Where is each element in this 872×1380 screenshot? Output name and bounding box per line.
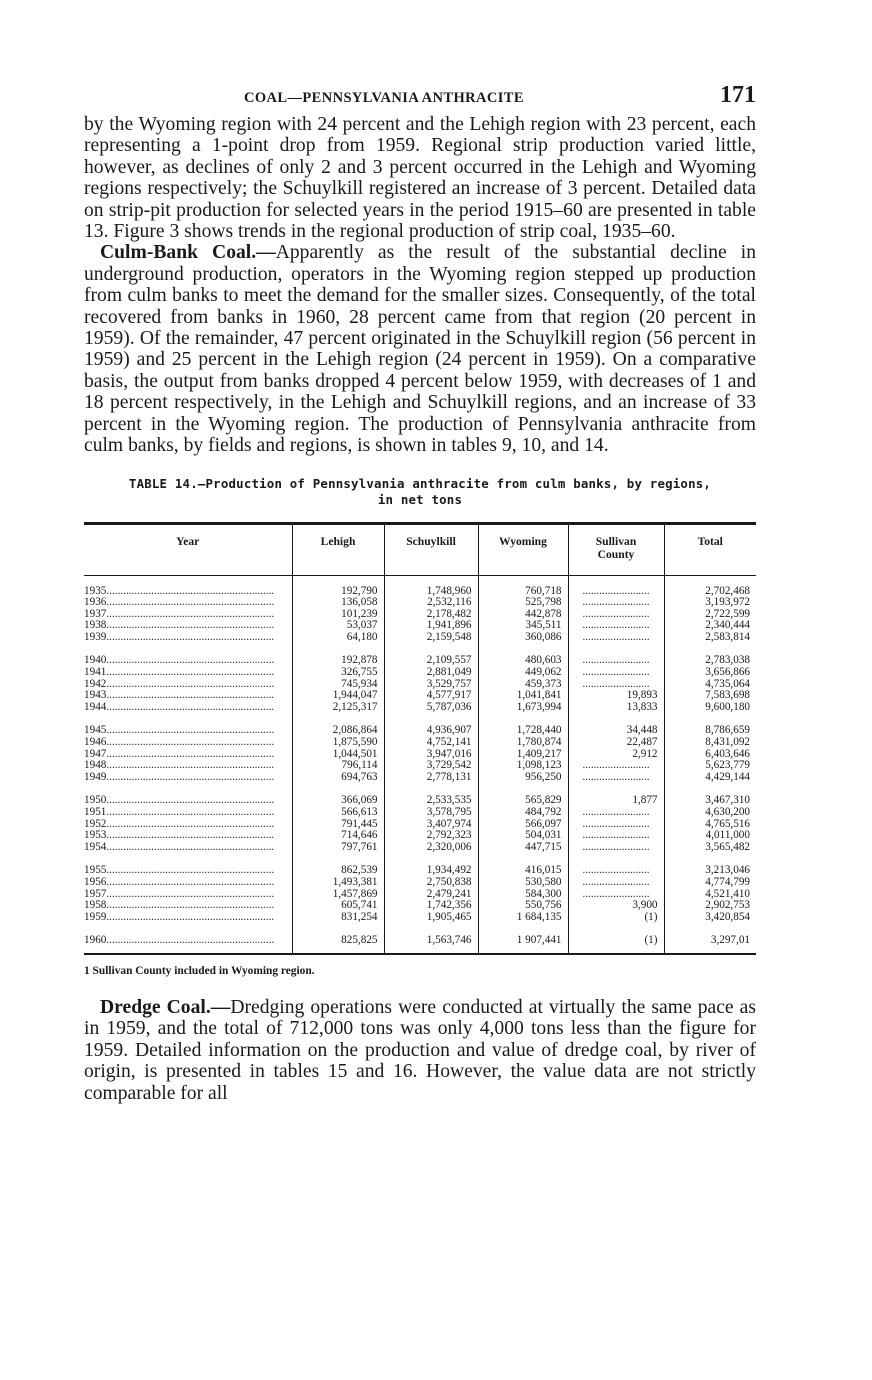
year-cell <box>84 667 292 679</box>
schuylkill-cell: 3,947,016 <box>384 749 478 761</box>
schuylkill-cell: 2,533,535 <box>384 785 478 807</box>
schuylkill-cell: 3,529,757 <box>384 679 478 691</box>
culm-bank-text: Apparently as the result of the substantial decline in underground production, operators in the Wyoming region stepped up production from culm banks to meet the demand for the smaller sizes. Consequently, of the total recovered from banks in 1960, 28 percent came from that region (20 percent in 1959). Of the remainder, 47 percent originated in the Schuylkill region (56 percent in 1959) and 25 percent in the Lehigh region (24 percent in 1959). On a comparative basis, the output from banks dropped 4 percent below 1959, with decreases of 1 and 18 percent respectively, in the Lehigh and Schuylkill regions, and an increase of 33 percent in the Wyoming region. The production of Pennsylvania anthracite from culm banks, by fields and regions, is shown in tables 9, 10, and 14. <box>84 242 756 457</box>
year-label: 1952 <box>84 818 107 830</box>
sullivan-county-cell <box>568 632 664 646</box>
schuylkill-cell: 4,936,907 <box>384 715 478 737</box>
year-label: 1947 <box>84 748 107 760</box>
table-row-group <box>84 855 756 925</box>
year-label: 1939 <box>84 631 107 643</box>
dot-leader: ............................................................ <box>106 725 275 737</box>
dot-leader: ........................ <box>582 667 650 679</box>
dot-leader: ........................ <box>582 608 650 620</box>
dot-leader: ........................ <box>582 655 650 667</box>
dot-leader: ............................................................ <box>106 631 275 643</box>
schuylkill-cell: 2,881,049 <box>384 667 478 679</box>
total-cell: 3,193,972 <box>664 597 756 609</box>
year-label: 1941 <box>84 667 107 679</box>
sullivan-county-cell <box>568 620 664 632</box>
total-cell: 8,786,659 <box>664 715 756 737</box>
table-footnote: 1 Sullivan County included in Wyoming region. <box>84 964 315 977</box>
dot-leader: ........................ <box>582 760 650 772</box>
total-cell: 4,774,799 <box>664 877 756 889</box>
dot-leader: ............................................................ <box>106 807 275 818</box>
table-row <box>84 715 756 737</box>
year-label: 1946 <box>84 737 107 749</box>
year-label: 1950 <box>84 794 107 807</box>
table-row-group <box>84 925 756 954</box>
year-cell <box>84 760 292 772</box>
wyoming-cell: 1 907,441 <box>478 925 568 954</box>
dot-leader: ........................ <box>582 597 650 609</box>
year-cell <box>84 900 292 912</box>
lehigh-cell: 101,239 <box>292 609 384 621</box>
sullivan-county-cell <box>568 830 664 842</box>
sullivan-county-cell: 2,912 <box>568 749 664 761</box>
total-cell: 3,467,310 <box>664 785 756 807</box>
table-row <box>84 632 756 646</box>
table-row <box>84 737 756 749</box>
total-cell: 2,340,444 <box>664 620 756 632</box>
lehigh-cell: 366,069 <box>292 785 384 807</box>
year-label: 1954 <box>84 841 107 853</box>
lehigh-cell: 1,493,381 <box>292 877 384 889</box>
running-head <box>84 80 756 114</box>
table-row-group <box>84 715 756 785</box>
table-row <box>84 785 756 807</box>
lehigh-cell: 605,741 <box>292 900 384 912</box>
year-cell <box>84 819 292 831</box>
total-cell: 6,403,646 <box>664 749 756 761</box>
col-header-schuylkill: Schuylkill <box>384 523 478 575</box>
culm-bank-heading: Culm-Bank Coal.— <box>100 242 276 264</box>
lehigh-cell: 1,944,047 <box>292 690 384 702</box>
year-cell <box>84 609 292 621</box>
dot-leader: ............................................................ <box>106 678 275 690</box>
year-cell <box>84 912 292 926</box>
wyoming-cell: 484,792 <box>478 807 568 819</box>
table-header-row <box>84 523 756 575</box>
dot-leader: ........................ <box>582 631 650 643</box>
schuylkill-cell: 2,109,557 <box>384 645 478 667</box>
year-cell <box>84 597 292 609</box>
year-cell <box>84 807 292 819</box>
total-cell: 7,583,698 <box>664 690 756 702</box>
lehigh-cell: 192,790 <box>292 575 384 597</box>
intro-paragraph: by the Wyoming region with 24 percent and the Lehigh region with 23 percent, each representing a 1-point drop from 1959. Regional strip production varied little, however, as declines of only 2 and 3 percent occurred in the Lehigh and Wyoming regions respectively; the Schuylkill registered an increase of 3 percent. Detailed data on strip-pit production for selected years in the period 1915–60 are presented in table 13. Figure 3 shows trends in the regional production of strip coal, 1935–60. <box>84 114 756 243</box>
table-row <box>84 620 756 632</box>
wyoming-cell: 525,798 <box>478 597 568 609</box>
total-cell: 2,722,599 <box>664 609 756 621</box>
schuylkill-cell: 2,792,323 <box>384 830 478 842</box>
year-label: 1938 <box>84 620 107 632</box>
wyoming-cell: 504,031 <box>478 830 568 842</box>
table-row-group <box>84 645 756 715</box>
wyoming-cell: 1,041,841 <box>478 690 568 702</box>
year-label: 1948 <box>84 760 107 772</box>
dot-leader: ............................................................ <box>106 900 275 912</box>
dot-leader: ............................................................ <box>106 667 275 679</box>
schuylkill-cell: 1,742,356 <box>384 900 478 912</box>
sullivan-county-cell <box>568 645 664 667</box>
table-row <box>84 575 756 597</box>
table-row <box>84 855 756 877</box>
lehigh-cell: 192,878 <box>292 645 384 667</box>
schuylkill-cell: 2,178,482 <box>384 609 478 621</box>
col-header-lehigh: Lehigh <box>292 523 384 575</box>
table-caption-line-2: in net tons <box>377 491 463 507</box>
dot-leader: ........................ <box>582 807 650 818</box>
sullivan-county-cell: 22,487 <box>568 737 664 749</box>
dot-leader: ............................................................ <box>106 690 275 702</box>
year-cell <box>84 645 292 667</box>
wyoming-cell: 550,756 <box>478 900 568 912</box>
year-label: 1937 <box>84 608 107 620</box>
schuylkill-cell: 2,778,131 <box>384 772 478 786</box>
wyoming-cell: 1,098,123 <box>478 760 568 772</box>
dot-leader: ............................................................ <box>106 888 275 900</box>
schuylkill-cell: 1,563,746 <box>384 925 478 954</box>
total-cell: 3,656,866 <box>664 667 756 679</box>
lehigh-cell: 797,761 <box>292 842 384 856</box>
wyoming-cell: 442,878 <box>478 609 568 621</box>
dredge-coal-paragraph <box>84 997 756 1104</box>
dot-leader: ........................ <box>582 818 650 830</box>
year-cell <box>84 749 292 761</box>
dot-leader: ........................ <box>582 620 650 632</box>
lehigh-cell: 566,613 <box>292 807 384 819</box>
wyoming-cell: 1,728,440 <box>478 715 568 737</box>
schuylkill-cell: 1,941,896 <box>384 620 478 632</box>
wyoming-cell: 1,409,217 <box>478 749 568 761</box>
wyoming-cell: 360,086 <box>478 632 568 646</box>
dot-leader: ............................................................ <box>106 818 275 830</box>
lehigh-cell: 745,934 <box>292 679 384 691</box>
sullivan-county-cell: 1,877 <box>568 785 664 807</box>
total-cell: 2,783,038 <box>664 645 756 667</box>
wyoming-cell: 480,603 <box>478 645 568 667</box>
year-cell <box>84 889 292 901</box>
dot-leader: ............................................................ <box>106 737 275 749</box>
total-cell: 3,565,482 <box>664 842 756 856</box>
total-cell: 4,765,516 <box>664 819 756 831</box>
sullivan-county-cell <box>568 855 664 877</box>
dot-leader: ............................................................ <box>106 865 275 877</box>
dot-leader: ........................ <box>582 841 650 853</box>
dot-leader: ........................ <box>582 678 650 690</box>
wyoming-cell: 447,715 <box>478 842 568 856</box>
lehigh-cell: 694,763 <box>292 772 384 786</box>
lehigh-cell: 714,646 <box>292 830 384 842</box>
year-label: 1959 <box>84 911 107 923</box>
table-row <box>84 609 756 621</box>
table-row <box>84 667 756 679</box>
year-cell <box>84 772 292 786</box>
schuylkill-cell: 1,748,960 <box>384 575 478 597</box>
lehigh-cell: 136,058 <box>292 597 384 609</box>
table-row <box>84 900 756 912</box>
dot-leader: ............................................................ <box>106 830 275 842</box>
wyoming-cell: 565,829 <box>478 785 568 807</box>
dot-leader: ............................................................ <box>106 701 275 713</box>
year-cell <box>84 715 292 737</box>
year-label: 1940 <box>84 654 107 667</box>
wyoming-cell: 1,780,874 <box>478 737 568 749</box>
year-cell <box>84 830 292 842</box>
schuylkill-cell: 2,532,116 <box>384 597 478 609</box>
total-cell: 3,420,854 <box>664 912 756 926</box>
sullivan-county-cell <box>568 807 664 819</box>
table-row <box>84 702 756 716</box>
dot-leader: ............................................................ <box>106 748 275 760</box>
total-cell: 4,735,064 <box>664 679 756 691</box>
table-row-group <box>84 785 756 855</box>
col-header-year: Year <box>176 534 200 548</box>
lehigh-cell: 2,125,317 <box>292 702 384 716</box>
wyoming-cell: 1,673,994 <box>478 702 568 716</box>
year-label: 1951 <box>84 807 107 818</box>
total-cell: 4,630,200 <box>664 807 756 819</box>
total-cell: 8,431,092 <box>664 737 756 749</box>
lehigh-cell: 825,825 <box>292 925 384 954</box>
lehigh-cell: 1,044,501 <box>292 749 384 761</box>
lehigh-cell: 791,445 <box>292 819 384 831</box>
schuylkill-cell: 2,320,006 <box>384 842 478 856</box>
production-table <box>84 522 756 955</box>
dot-leader: ............................................................ <box>106 608 275 620</box>
dot-leader: ........................ <box>582 876 650 888</box>
dredge-coal-heading: Dredge Coal.— <box>100 996 231 1018</box>
table-row <box>84 645 756 667</box>
lehigh-cell: 862,539 <box>292 855 384 877</box>
sullivan-county-cell <box>568 819 664 831</box>
page <box>84 80 756 1104</box>
dot-leader: ............................................................ <box>106 771 275 783</box>
year-cell <box>84 620 292 632</box>
lehigh-cell: 796,114 <box>292 760 384 772</box>
year-cell <box>84 877 292 889</box>
sullivan-county-cell <box>568 760 664 772</box>
year-label: 1956 <box>84 876 107 888</box>
table-row <box>84 877 756 889</box>
sullivan-county-cell: 19,893 <box>568 690 664 702</box>
dot-leader: ............................................................ <box>106 760 275 772</box>
sullivan-county-cell <box>568 842 664 856</box>
dot-leader: ............................................................ <box>106 876 275 888</box>
table-row <box>84 912 756 926</box>
year-cell <box>84 690 292 702</box>
wyoming-cell: 345,511 <box>478 620 568 632</box>
year-label: 1955 <box>84 864 107 877</box>
total-cell: 5,623,779 <box>664 760 756 772</box>
total-cell: 2,583,814 <box>664 632 756 646</box>
sullivan-county-cell <box>568 667 664 679</box>
table-row <box>84 760 756 772</box>
dot-leader: ........................ <box>582 830 650 842</box>
year-label: 1942 <box>84 678 107 690</box>
year-cell <box>84 575 292 597</box>
dot-leader: ........................ <box>582 888 650 900</box>
dot-leader: ............................................................ <box>106 935 275 947</box>
schuylkill-cell: 2,479,241 <box>384 889 478 901</box>
total-cell: 9,600,180 <box>664 702 756 716</box>
wyoming-cell: 1 684,135 <box>478 912 568 926</box>
schuylkill-cell: 2,159,548 <box>384 632 478 646</box>
page-number: 171 <box>720 82 756 108</box>
sullivan-county-cell: 13,833 <box>568 702 664 716</box>
lehigh-cell: 831,254 <box>292 912 384 926</box>
culm-bank-paragraph <box>84 242 756 456</box>
table-row <box>84 819 756 831</box>
dot-leader: ............................................................ <box>106 620 275 632</box>
sullivan-county-cell <box>568 609 664 621</box>
sullivan-county-cell <box>568 772 664 786</box>
total-cell: 3,213,046 <box>664 855 756 877</box>
year-cell <box>84 785 292 807</box>
lehigh-cell: 1,457,869 <box>292 889 384 901</box>
year-label: 1960 <box>84 934 107 947</box>
wyoming-cell: 530,580 <box>478 877 568 889</box>
lehigh-cell: 53,037 <box>292 620 384 632</box>
schuylkill-cell: 3,729,542 <box>384 760 478 772</box>
sullivan-county-cell: 3,900 <box>568 900 664 912</box>
year-cell <box>84 737 292 749</box>
sullivan-county-cell <box>568 877 664 889</box>
table-caption <box>84 476 756 508</box>
year-label: 1953 <box>84 830 107 842</box>
wyoming-cell: 459,373 <box>478 679 568 691</box>
total-cell: 2,902,753 <box>664 900 756 912</box>
dot-leader: ........................ <box>582 865 650 877</box>
wyoming-cell: 416,015 <box>478 855 568 877</box>
dot-leader: ............................................................ <box>106 795 275 807</box>
total-cell: 2,702,468 <box>664 575 756 597</box>
table-row <box>84 772 756 786</box>
dot-leader: ........................ <box>582 585 650 597</box>
sullivan-county-cell <box>568 597 664 609</box>
year-cell <box>84 679 292 691</box>
sullivan-county-cell: (1) <box>568 912 664 926</box>
dot-leader: ............................................................ <box>106 597 275 609</box>
col-header-total: Total <box>664 523 756 575</box>
schuylkill-cell: 1,905,465 <box>384 912 478 926</box>
table-row-group <box>84 575 756 645</box>
year-label: 1958 <box>84 900 107 912</box>
schuylkill-cell: 5,787,036 <box>384 702 478 716</box>
col-header-wyoming: Wyoming <box>478 523 568 575</box>
year-label: 1944 <box>84 701 107 713</box>
sullivan-county-cell <box>568 575 664 597</box>
running-title: COAL—PENNSYLVANIA ANTHRACITE <box>244 90 524 106</box>
schuylkill-cell: 4,752,141 <box>384 737 478 749</box>
year-label: 1945 <box>84 724 107 737</box>
schuylkill-cell: 2,750,838 <box>384 877 478 889</box>
wyoming-cell: 566,097 <box>478 819 568 831</box>
wyoming-cell: 584,300 <box>478 889 568 901</box>
dredge-coal-text: Dredging operations were conducted at virtually the same pace as in 1959, and the total of 712,000 tons was only 4,000 tons less than the figure for 1959. Detailed information on the production and value of dredge coal, by river of origin, is presented in tables 15 and 16. However, the value data are not strictly comparable for all <box>84 996 756 1104</box>
year-label: 1943 <box>84 690 107 702</box>
dot-leader: ............................................................ <box>106 585 275 597</box>
lehigh-cell: 2,086,864 <box>292 715 384 737</box>
wyoming-cell: 956,250 <box>478 772 568 786</box>
table-row <box>84 807 756 819</box>
total-cell: 3,297,01 <box>664 925 756 954</box>
dot-leader: ........................ <box>582 771 650 783</box>
col-header-sullivan-county: Sullivan County <box>568 523 664 575</box>
lehigh-cell: 64,180 <box>292 632 384 646</box>
table-caption-line-1: TABLE 14.—Production of Pennsylvania anthracite from culm banks, by regions, <box>128 475 712 491</box>
year-cell <box>84 632 292 646</box>
schuylkill-cell: 3,578,795 <box>384 807 478 819</box>
sullivan-county-cell: 34,448 <box>568 715 664 737</box>
table-header <box>84 523 756 575</box>
year-cell <box>84 842 292 856</box>
total-cell: 4,011,000 <box>664 830 756 842</box>
year-cell <box>84 855 292 877</box>
table-row <box>84 925 756 954</box>
wyoming-cell: 449,062 <box>478 667 568 679</box>
year-cell <box>84 925 292 954</box>
total-cell: 4,429,144 <box>664 772 756 786</box>
year-label: 1936 <box>84 597 107 609</box>
sullivan-county-cell: (1) <box>568 925 664 954</box>
dot-leader: ............................................................ <box>106 911 275 923</box>
table-row <box>84 597 756 609</box>
schuylkill-cell: 4,577,917 <box>384 690 478 702</box>
dot-leader: ............................................................ <box>106 655 275 667</box>
schuylkill-cell: 3,407,974 <box>384 819 478 831</box>
year-label: 1957 <box>84 888 107 900</box>
year-label: 1949 <box>84 771 107 783</box>
table-row <box>84 842 756 856</box>
total-cell: 4,521,410 <box>664 889 756 901</box>
lehigh-cell: 326,755 <box>292 667 384 679</box>
table-row <box>84 830 756 842</box>
table-row <box>84 749 756 761</box>
dot-leader: ............................................................ <box>106 841 275 853</box>
year-label: 1935 <box>84 584 107 597</box>
year-cell <box>84 702 292 716</box>
wyoming-cell: 760,718 <box>478 575 568 597</box>
lehigh-cell: 1,875,590 <box>292 737 384 749</box>
schuylkill-cell: 1,934,492 <box>384 855 478 877</box>
